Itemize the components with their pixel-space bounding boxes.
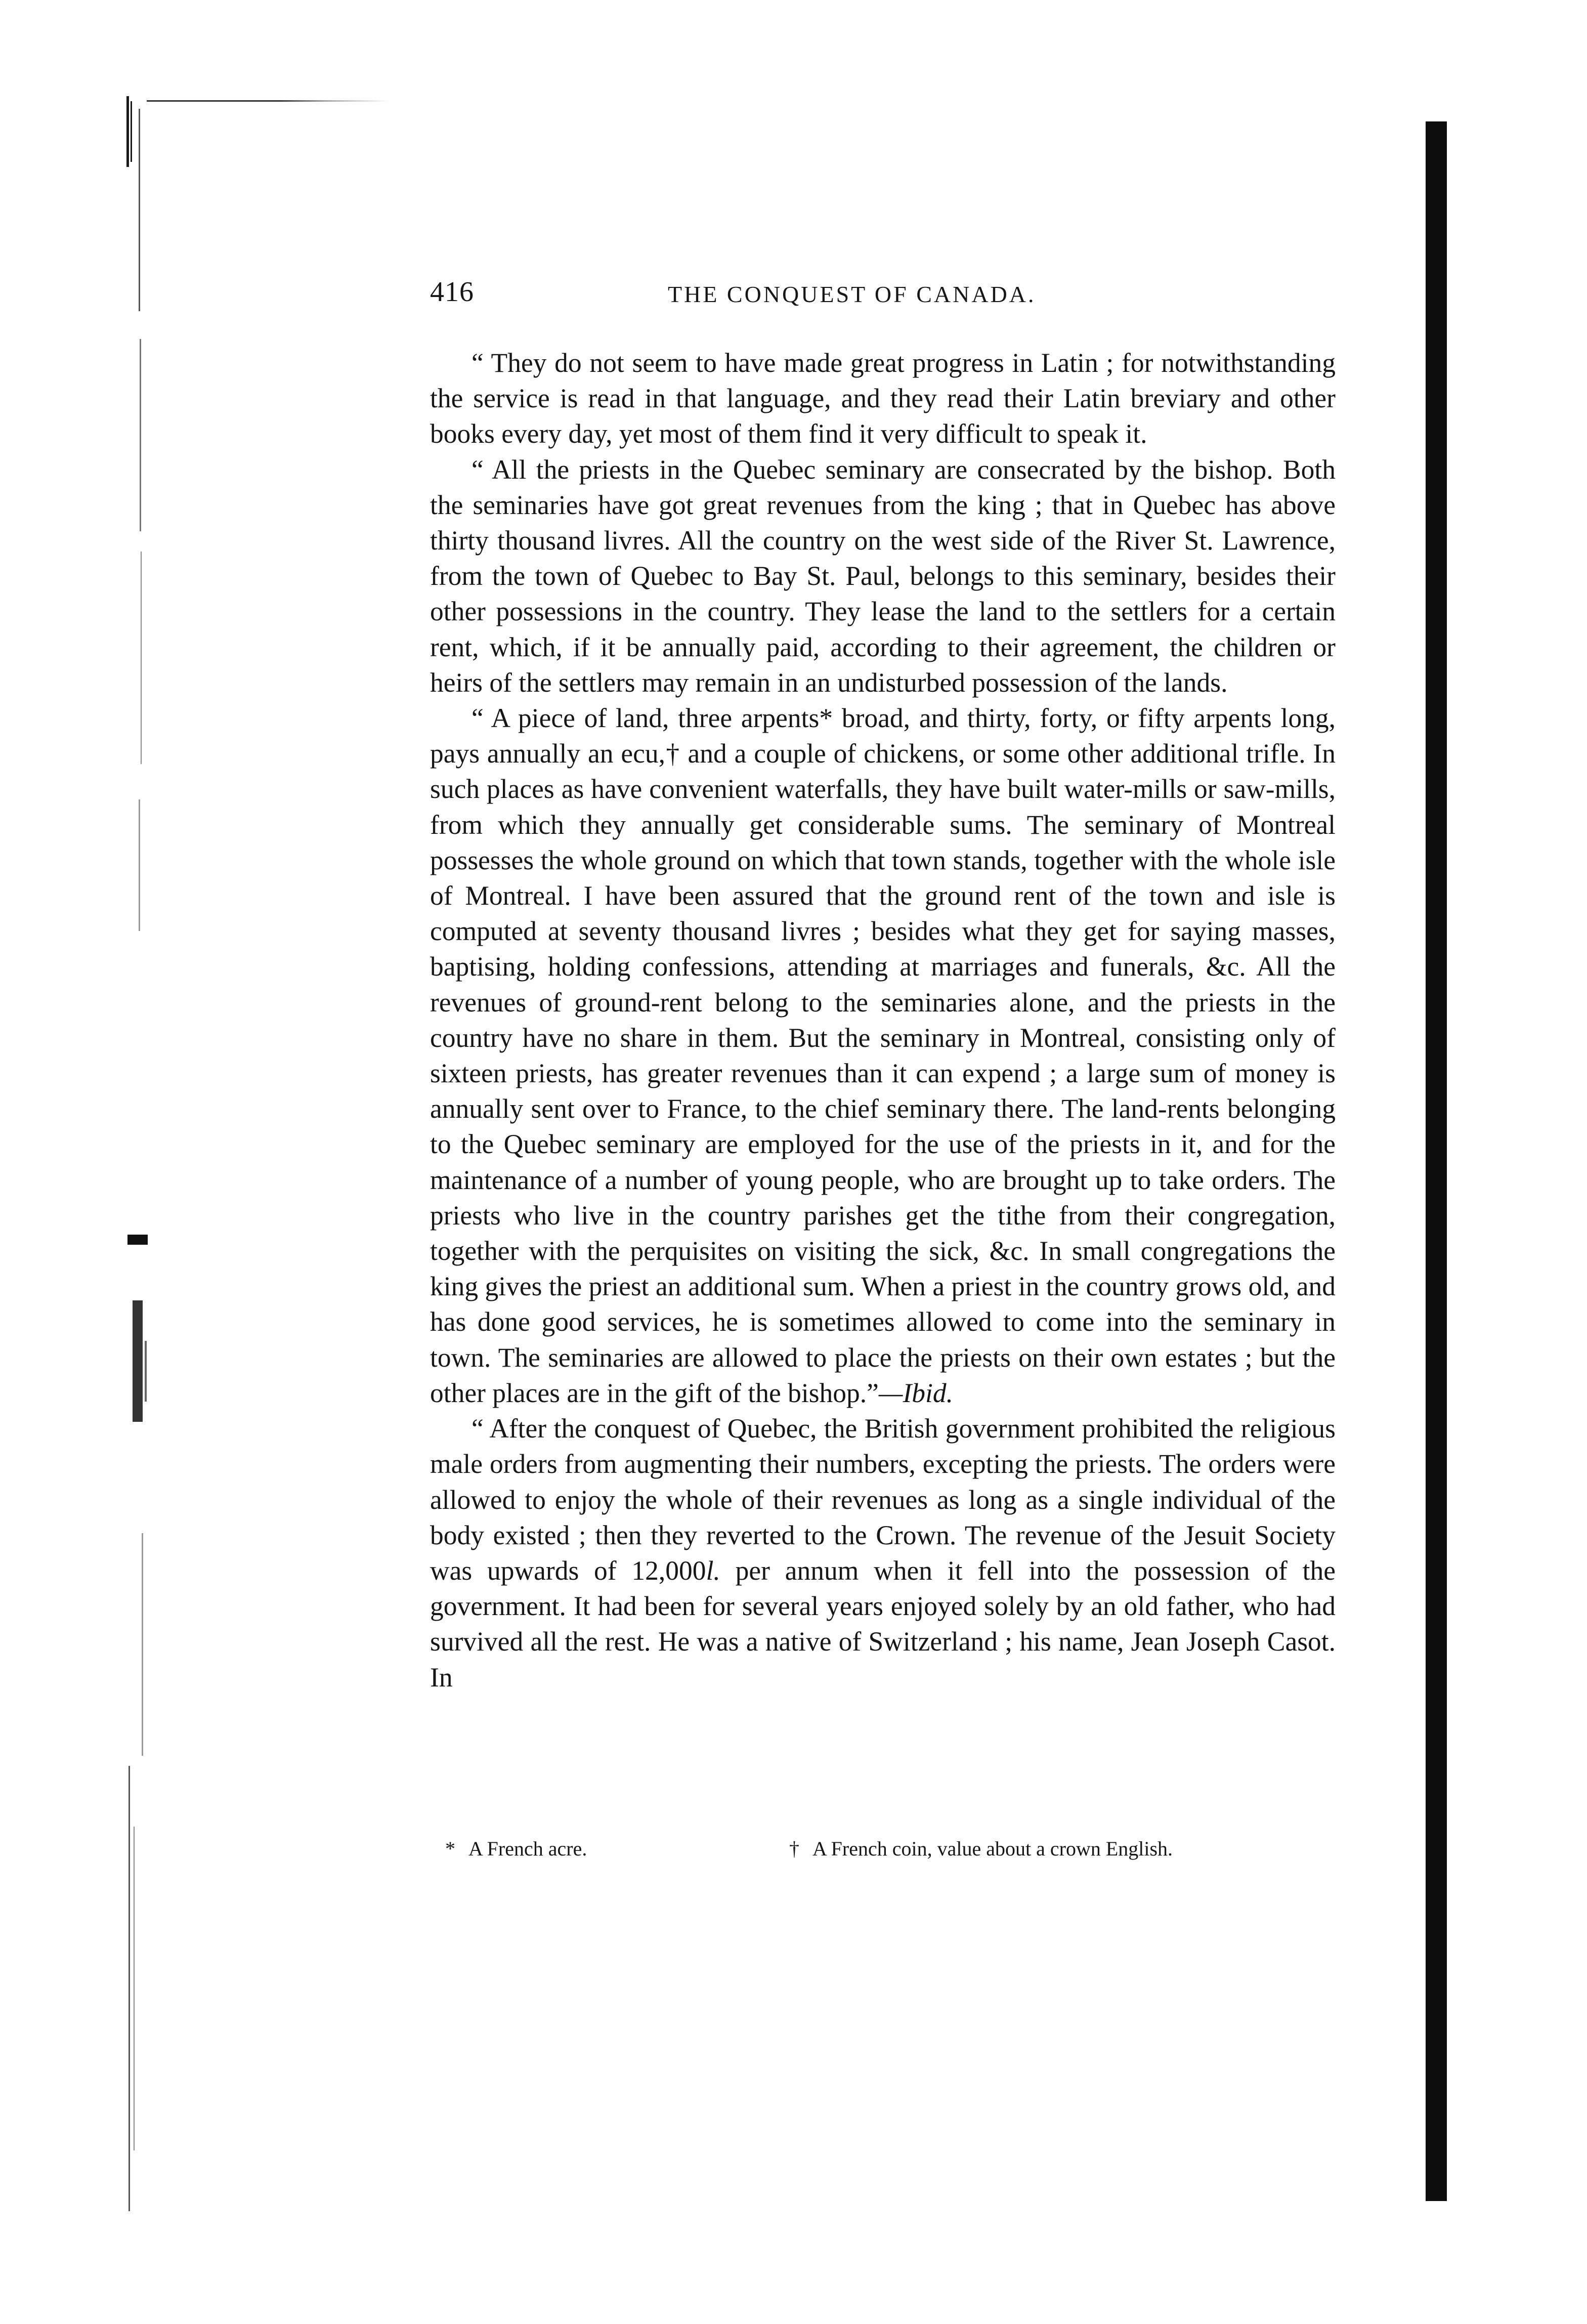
running-head: THE CONQUEST OF CANADA. bbox=[668, 281, 1036, 307]
footnotes bbox=[430, 1837, 1336, 1877]
footnote-asterisk-marker: * bbox=[445, 1837, 455, 1860]
paragraph-after-conquest bbox=[430, 1411, 1336, 1695]
footnote-dagger-marker: † bbox=[789, 1837, 799, 1860]
paragraph-seminaries: “ All the priests in the Quebec seminary are consecrated by the bishop. Both the seminaries have got great revenues from the king ; that in Quebec has above thirty thousand livres. All the country on the west side of the River St. Lawrence, from the town of Quebec to Bay St. Paul, belongs to this seminary, besides their other possessions in the country. They lease the land to the settlers for a certain rent, which, if it be annually paid, according to their agreement, the children or heirs of the settlers may remain in an undisturbed possession of the lands. bbox=[430, 454, 1336, 698]
paragraph-land-rents bbox=[430, 700, 1336, 1411]
binding-edge-marks bbox=[126, 96, 172, 2221]
paragraph-latin: “ They do not seem to have made great progress in Latin ; for notwithstanding the service is read in that language, and they read their Latin breviary and other books every day, yet most of them find it very difficult to speak it. bbox=[430, 348, 1336, 449]
footnote-ecu-text: A French coin, value about a crown English. bbox=[812, 1837, 1173, 1860]
body-text bbox=[430, 345, 1336, 1695]
footnote-ecu bbox=[789, 1837, 1173, 1861]
footnote-arpent-text: A French acre. bbox=[468, 1837, 587, 1860]
currency-unit: l. bbox=[706, 1555, 720, 1586]
paragraph-land-rents-text: “ A piece of land, three arpents* broad, and thirty, forty, or fifty arpents long, pays annually an ecu,† and a couple of chickens, or some other additional trifle. In such places as have convenient waterfalls, they have built water-mills or saw-mills, from which they annually get considerable sums. The seminary of Montreal possesses the whole ground on which that town stands, together with the whole isle of Montreal. I have been assured that the ground rent of the town and isle is computed at seventy thousand livres ; besides what they get for saying masses, baptising, holding confessions, attending at marriages and funerals, &c. All the revenues of ground-rent belong to the seminaries alone, and the priests in the country have no share in them. But the seminary in Montreal, consisting only of sixteen priests, has greater revenues than it can expend ; a large sum of money is annually sent over to France, to the chief seminary there. The land-rents belonging to the Quebec seminary are employed for the use of the priests in it, and for the maintenance of a number of young people, who are brought up to take orders. The priests who live in the country parishes get the tithe from their congregation, together with the perquisites on visiting the sick, &c. In small congregations the king gives the priest an additional sum. When a priest in the country grows old, and has done good services, he is sometimes allowed to come into the seminary in town. The seminaries are allowed to place the priests on their own estates ; but the other places are in the gift of the bishop.” bbox=[430, 703, 1336, 1408]
footnote-arpent bbox=[445, 1837, 587, 1861]
page-number: 416 bbox=[430, 276, 474, 308]
paragraph-after-conquest-tail: per annum when it fell into the possession of the government. It had been for several years enjoyed solely by an old father, who had survived all the rest. bbox=[430, 1555, 1336, 1657]
paragraph-after-conquest-end: He was a native of Switzerland ; his name, Jean Joseph Casot. In bbox=[430, 1626, 1336, 1693]
scan-edge-line bbox=[147, 100, 390, 102]
page-header bbox=[430, 276, 1336, 316]
paragraph-after-conquest-text: “ After the conquest of Quebec, the British government prohibited the religious male orders from augmenting their numbers, excepting the priests. The orders were allowed to enjoy the whole of their revenues as long as a single individual of the body existed ; then they reverted to the Crown. The revenue of the Jesuit Society was upwards of 12,000 bbox=[430, 1413, 1336, 1586]
right-edge-shadow bbox=[1426, 121, 1447, 2201]
citation-ibid: —Ibid. bbox=[878, 1377, 954, 1408]
